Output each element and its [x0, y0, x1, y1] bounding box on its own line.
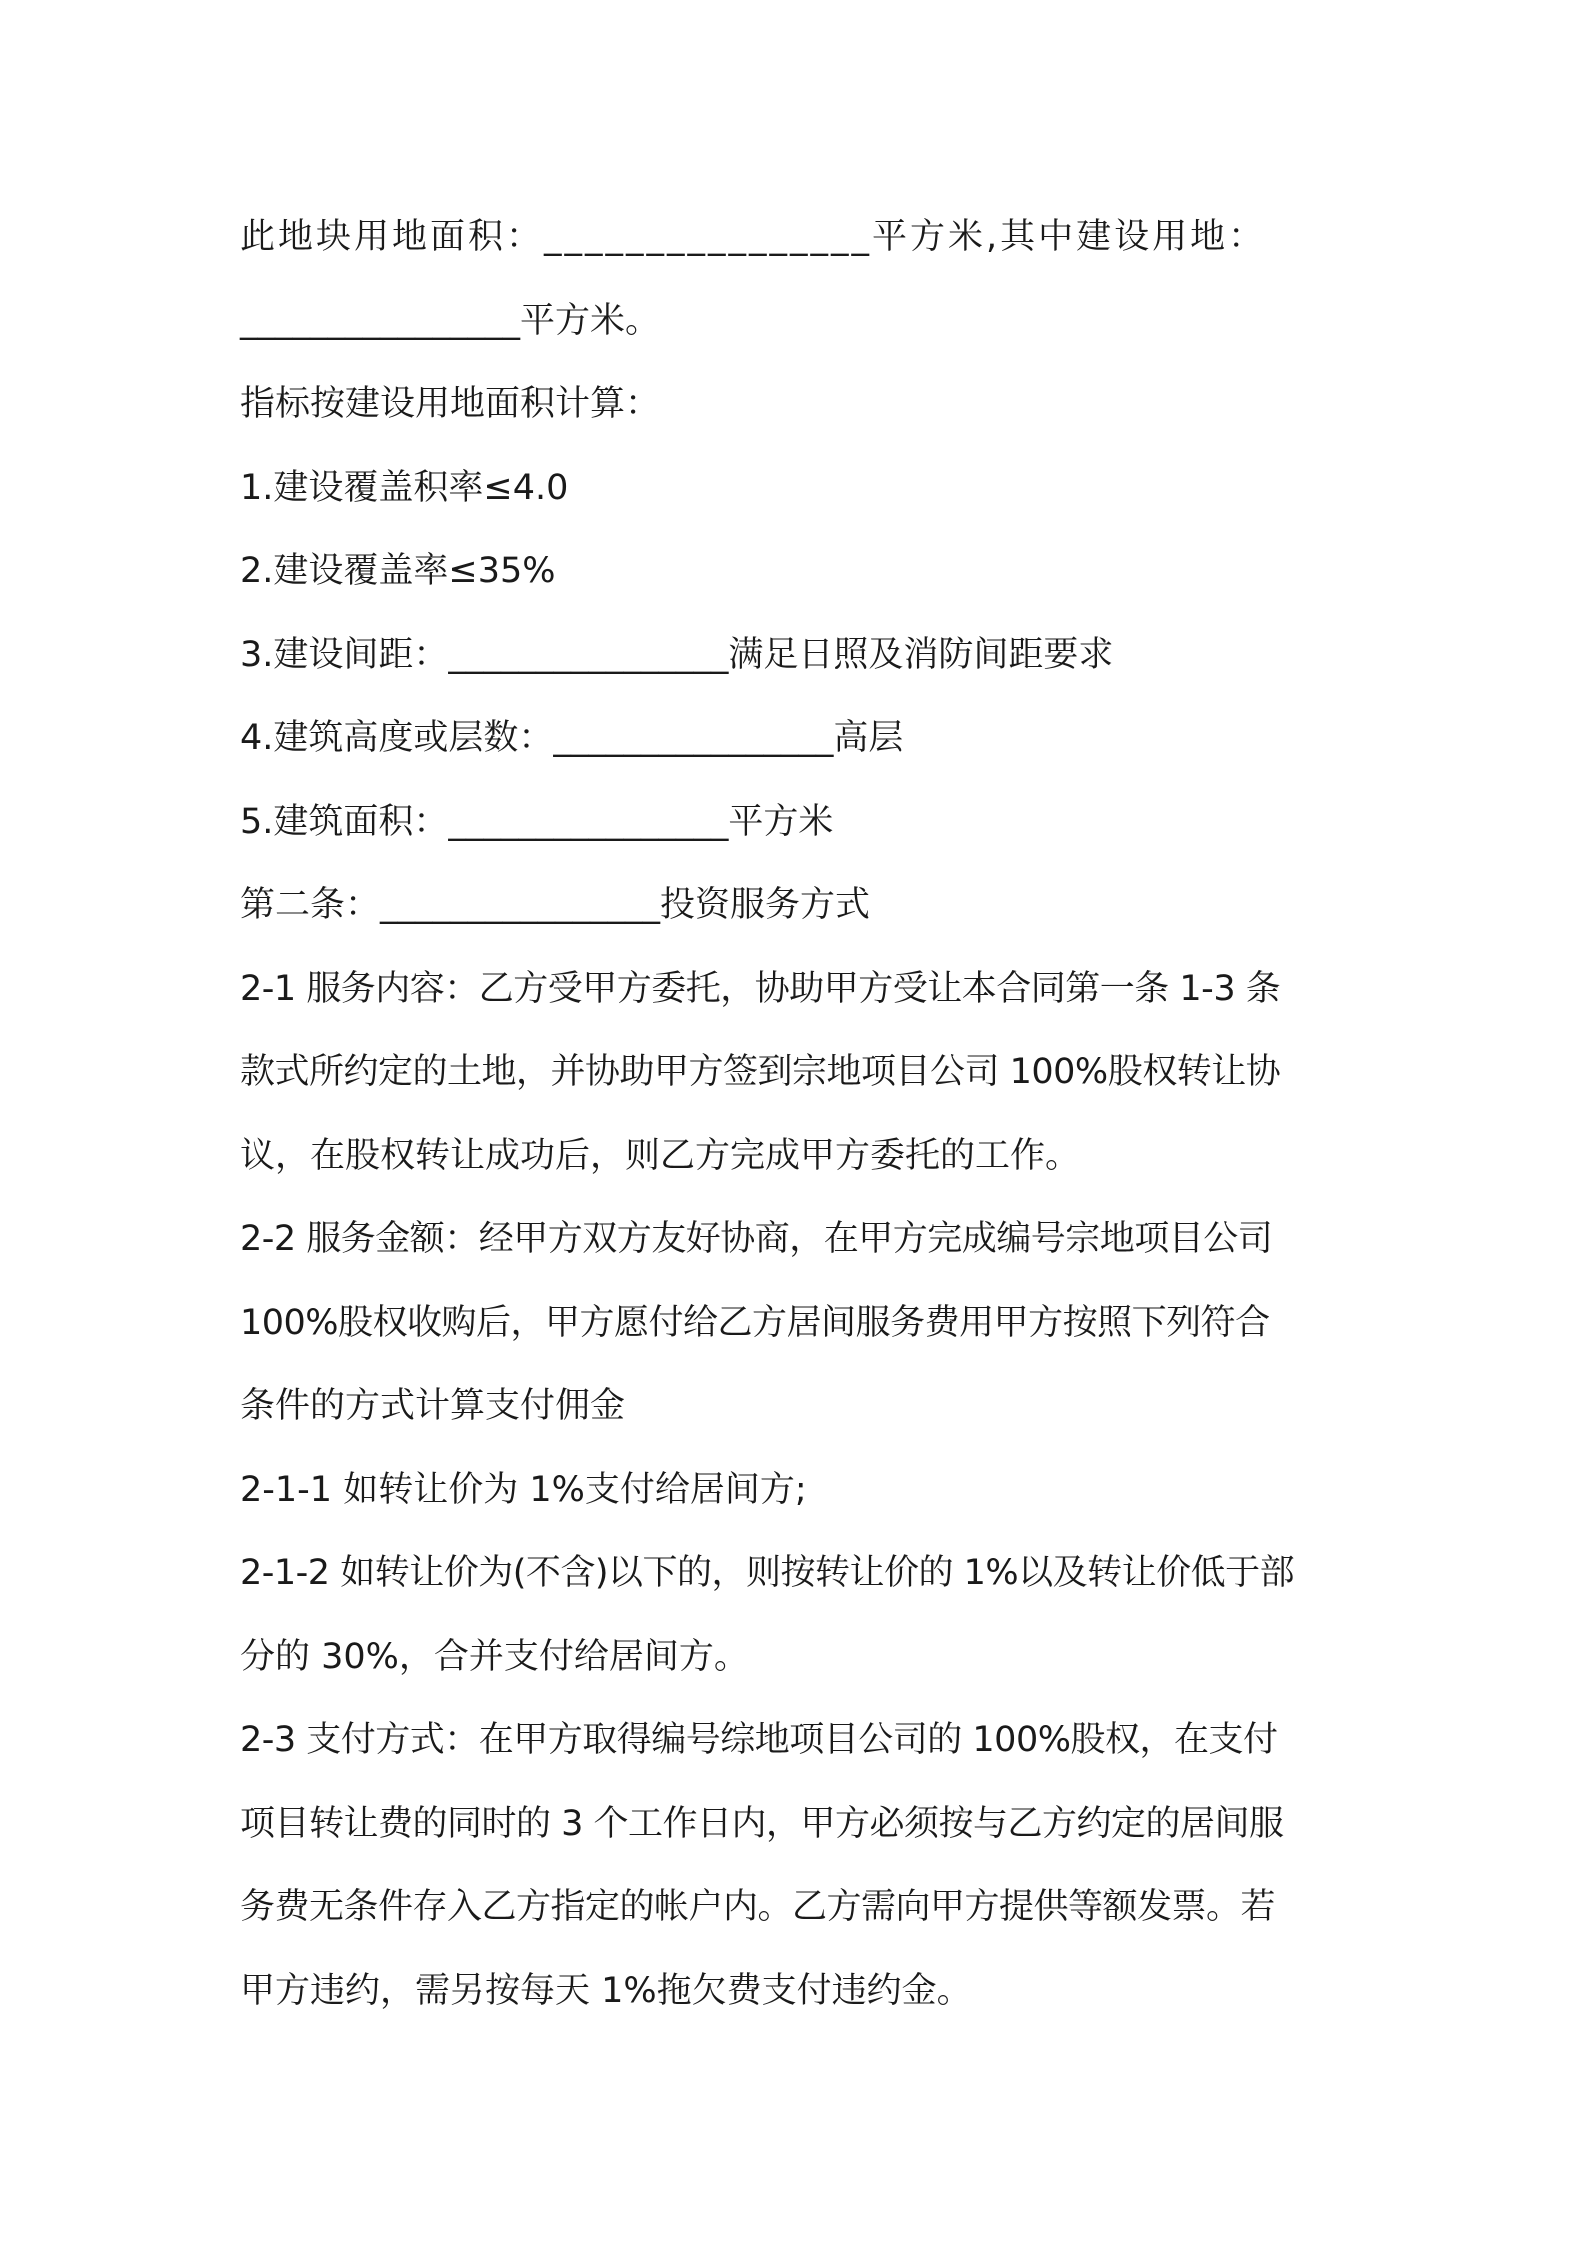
clause-2-1-1: 2-1-1 如转让价为 1%支付给居间方;: [240, 1469, 807, 1510]
indicator-item-1: 1.建设覆盖积率≤4.0: [240, 467, 569, 508]
indicator-item-5: 5.建筑面积：________________平方米: [240, 801, 834, 842]
land-area-line: 此地块用地面积：________________平方米,其中建设用地：: [240, 217, 1267, 257]
clause-2-3-line-1: 2-3 支付方式：在甲方取得编号综地项目公司的 100%股权，在支付: [240, 1720, 1278, 1760]
clause-2-1-2-line-2: 分的 30%，合并支付给居间方。: [240, 1636, 749, 1677]
clause-2-1-line-3: 议，在股权转让成功后，则乙方完成甲方委托的工作。: [240, 1135, 1081, 1176]
clause-2-1-line-1: 2-1 服务内容：乙方受甲方委托，协助甲方受让本合同第一条 1-3 条: [240, 968, 1281, 1009]
clause-2-3-line-4: 甲方违约，需另按每天 1%拖欠费支付违约金。: [240, 1970, 972, 2011]
indicator-intro: 指标按建设用地面积计算：: [240, 384, 661, 424]
clause-2-2-line-3: 条件的方式计算支付佣金: [240, 1386, 626, 1426]
clause-2-1-line-2: 款式所约定的土地，并协助甲方签到宗地项目公司 100%股权转让协: [240, 1052, 1281, 1092]
document-body: [240, 196, 1360, 2033]
indicator-item-3: 3.建设间距：________________满足日照及消防间距要求: [240, 634, 1114, 675]
clause-2-3-line-3: 务费无条件存入乙方指定的帐户内。乙方需向甲方提供等额发票。若: [240, 1887, 1276, 1927]
construction-land-area-line: ________________平方米。: [240, 300, 661, 341]
clause-2-1-2-line-1: 2-1-2 如转让价为(不含)以下的，则按转让价的 1%以及转让价低于部: [240, 1553, 1295, 1593]
indicator-item-4: 4.建筑高度或层数：________________高层: [240, 718, 904, 758]
clause-2-3-line-2: 项目转让费的同时的 3 个工作日内，甲方必须按与乙方约定的居间服: [240, 1803, 1284, 1844]
clause-2-2-line-2: 100%股权收购后，甲方愿付给乙方居间服务费用甲方按照下列符合: [240, 1302, 1270, 1343]
article-two-heading: 第二条：________________投资服务方式: [240, 885, 871, 925]
indicator-item-2: 2.建设覆盖率≤35%: [240, 551, 556, 591]
clause-2-2-line-1: 2-2 服务金额：经甲方双方友好协商，在甲方完成编号宗地项目公司: [240, 1219, 1273, 1259]
